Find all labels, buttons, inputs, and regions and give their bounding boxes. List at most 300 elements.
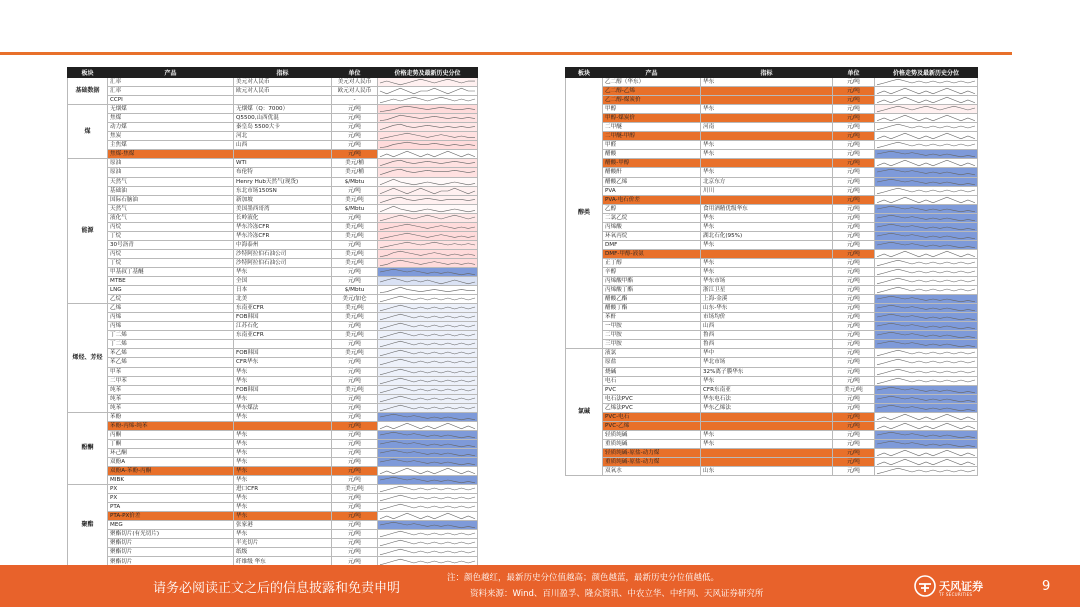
indicator-cell: 华东 (701, 78, 833, 87)
unit-cell: 元/吨 (332, 457, 378, 466)
product-cell: 甲醛 (603, 141, 701, 150)
table-row (68, 457, 478, 466)
table-row (566, 267, 978, 276)
table-row (566, 412, 978, 421)
price-trend-sparkline (875, 331, 977, 339)
unit-cell: 元/吨 (332, 548, 378, 557)
table-row (566, 204, 978, 213)
sparkline-path (380, 179, 475, 185)
percentile-heat-cell (378, 204, 478, 213)
price-trend-sparkline (875, 196, 977, 204)
unit-cell: 元/吨 (833, 367, 875, 376)
unit-cell: 元/吨 (332, 322, 378, 331)
percentile-heat-cell (378, 503, 478, 512)
table-row (68, 286, 478, 295)
indicator-cell: 山西 (701, 322, 833, 331)
percentile-heat-cell (378, 349, 478, 358)
price-trend-sparkline (378, 268, 477, 276)
percentile-heat-cell (875, 467, 978, 476)
product-cell: 纯苯 (108, 385, 234, 394)
percentile-heat-cell (378, 114, 478, 123)
price-trend-sparkline (875, 159, 977, 167)
sparkline-path (877, 405, 975, 411)
table-row (68, 331, 478, 340)
percentile-heat-cell (378, 367, 478, 376)
sparkline-path (380, 513, 475, 519)
table-row (566, 195, 978, 204)
product-cell: 丙酮 (108, 430, 234, 439)
sector-label: 能源 (68, 159, 108, 304)
product-cell: 环氧丙烷 (603, 231, 701, 240)
product-cell: 双酚A-苯酚-丙酮 (108, 467, 234, 476)
product-cell: PTA (108, 503, 234, 512)
table-row (566, 394, 978, 403)
indicator-cell (234, 150, 332, 159)
indicator-cell: 半光切片 (234, 539, 332, 548)
indicator-cell: 川川 (701, 186, 833, 195)
sparkline-path (380, 188, 475, 194)
table-row (68, 87, 478, 96)
indicator-cell: 华东 (234, 503, 332, 512)
table-row (68, 240, 478, 249)
price-trend-sparkline (875, 123, 977, 131)
table-row (68, 105, 478, 114)
table-row (566, 403, 978, 412)
price-trend-sparkline (378, 548, 477, 556)
percentile-heat-cell (378, 340, 478, 349)
product-cell: 电石法PVC (603, 394, 701, 403)
price-trend-sparkline (875, 223, 977, 231)
sparkline-path (380, 532, 475, 538)
indicator-cell (701, 195, 833, 204)
product-cell: 汇率 (108, 87, 234, 96)
table-row (566, 258, 978, 267)
percentile-heat-cell (875, 87, 978, 96)
sparkline-path (877, 432, 975, 438)
sparkline-path (380, 495, 475, 501)
sparkline-path (380, 133, 475, 139)
price-trend-sparkline (875, 286, 977, 294)
sector-label: 醇类 (566, 78, 603, 349)
indicator-cell: 鲁西 (701, 340, 833, 349)
price-trend-sparkline (875, 78, 977, 86)
indicator-cell: 华东 (701, 258, 833, 267)
product-cell: PVA-电石价差 (603, 195, 701, 204)
indicator-cell: 北美 (234, 295, 332, 304)
product-cell: 醋酸丁酯 (603, 304, 701, 313)
sparkline-path (380, 224, 475, 230)
sparkline-path (380, 287, 475, 293)
percentile-heat-cell (875, 150, 978, 159)
percentile-heat-cell (875, 340, 978, 349)
product-cell: 正丁醇 (603, 258, 701, 267)
price-trend-sparkline (378, 78, 477, 86)
percentile-heat-cell (378, 439, 478, 448)
product-cell: 焦炭 (108, 132, 234, 141)
product-cell: 乙烯 (108, 304, 234, 313)
price-trend-sparkline (875, 241, 977, 249)
unit-cell: 元/吨 (833, 213, 875, 222)
unit-cell: 元/吨 (833, 467, 875, 476)
indicator-cell (701, 114, 833, 123)
indicator-cell (234, 421, 332, 430)
product-cell: 国际石脑油 (108, 195, 234, 204)
indicator-cell: 华东乙烯法 (701, 403, 833, 412)
price-trend-sparkline (875, 259, 977, 267)
price-trend-sparkline (378, 530, 477, 538)
percentile-heat-cell (875, 304, 978, 313)
product-cell: 苯乙烯 (108, 358, 234, 367)
table-row (68, 231, 478, 240)
table-row (68, 448, 478, 457)
sparkline-path (877, 115, 975, 121)
table-row (68, 322, 478, 331)
unit-cell: 美元/吨 (332, 231, 378, 240)
indicator-cell (234, 340, 332, 349)
product-cell: 苯酐 (603, 313, 701, 322)
unit-cell: 元/吨 (332, 186, 378, 195)
price-trend-sparkline (875, 422, 977, 430)
product-cell: 无烟煤 (108, 105, 234, 114)
product-cell: PVC-乙烯 (603, 421, 701, 430)
price-trend-sparkline (378, 449, 477, 457)
percentile-heat-cell (875, 249, 978, 258)
table-row (68, 114, 478, 123)
product-cell: 苯酚-丙烯-纯苯 (108, 421, 234, 430)
percentile-heat-cell (875, 132, 978, 141)
table-row (68, 503, 478, 512)
product-cell: MIBK (108, 476, 234, 485)
sparkline-path (877, 197, 975, 203)
table-row (566, 222, 978, 231)
sparkline-path (877, 333, 975, 339)
product-cell: 重质纯碱-原盐-动力煤 (603, 457, 701, 466)
unit-cell: 元/吨 (833, 267, 875, 276)
unit-cell: 元/吨 (833, 204, 875, 213)
percentile-heat-cell (875, 394, 978, 403)
price-trend-sparkline (378, 178, 477, 186)
price-trend-sparkline (378, 431, 477, 439)
unit-cell: 元/吨 (833, 258, 875, 267)
sparkline-path (380, 269, 475, 275)
sparkline-path (877, 323, 975, 329)
unit-cell: 元/吨 (332, 494, 378, 503)
unit-cell: 元/吨 (833, 439, 875, 448)
price-trend-sparkline (378, 150, 477, 158)
percentile-heat-cell (378, 231, 478, 240)
unit-cell: 元/吨 (332, 240, 378, 249)
price-trend-sparkline (378, 512, 477, 520)
indicator-cell: 华东 (234, 512, 332, 521)
col-unit: 单位 (332, 68, 378, 78)
unit-cell: 元/吨 (332, 403, 378, 412)
product-cell: MEG (108, 521, 234, 530)
price-trend-sparkline (378, 503, 477, 511)
sparkline-path (380, 170, 475, 176)
unit-cell: 元/吨 (833, 376, 875, 385)
unit-cell: $/Mbtu (332, 177, 378, 186)
table-row (566, 304, 978, 313)
percentile-heat-cell (875, 141, 978, 150)
product-cell: 原油 (108, 168, 234, 177)
unit-cell: 元/吨 (332, 439, 378, 448)
indicator-cell: 华东 (701, 105, 833, 114)
product-cell: 乙烷 (108, 295, 234, 304)
product-cell: 丁二烯 (108, 340, 234, 349)
percentile-heat-cell (378, 512, 478, 521)
indicator-cell: 欧元对人民币 (234, 87, 332, 96)
unit-cell: 元/吨 (332, 448, 378, 457)
table-row (68, 494, 478, 503)
indicator-cell: 河北 (234, 132, 332, 141)
indicator-cell: FOB韩国 (234, 349, 332, 358)
product-cell: 双酚A (108, 457, 234, 466)
table-row (566, 87, 978, 96)
indicator-cell (701, 87, 833, 96)
price-trend-sparkline (875, 114, 977, 122)
indicator-cell: 新加坡 (234, 195, 332, 204)
table-row (68, 512, 478, 521)
table-row (566, 295, 978, 304)
unit-cell: 元/吨 (332, 132, 378, 141)
price-trend-sparkline (378, 250, 477, 258)
unit-cell: 元/吨 (332, 503, 378, 512)
indicator-cell: 华北市场 (701, 358, 833, 367)
table-row (566, 105, 978, 114)
percentile-heat-cell (378, 385, 478, 394)
table-row (68, 340, 478, 349)
disclaimer-text: 请务必阅读正文之后的信息披露和免责申明 (153, 581, 401, 596)
product-cell: 醋酸乙酯 (603, 295, 701, 304)
indicator-cell: 美元对人民币 (234, 78, 332, 87)
indicator-cell (701, 249, 833, 258)
sparkline-path (380, 161, 475, 167)
price-trend-sparkline (378, 105, 477, 113)
unit-cell: 元/吨 (833, 457, 875, 466)
brand-name: 天风证券 (939, 580, 983, 593)
unit-cell: 美元/吨 (332, 258, 378, 267)
unit-cell: 美元/吨 (332, 222, 378, 231)
unit-cell: 元/吨 (332, 539, 378, 548)
percentile-heat-cell (875, 114, 978, 123)
indicator-cell (701, 96, 833, 105)
sparkline-path (877, 188, 975, 194)
percentile-heat-cell (875, 195, 978, 204)
product-cell: 聚酯切片 (108, 557, 234, 566)
price-trend-sparkline (378, 422, 477, 430)
price-trend-sparkline (378, 187, 477, 195)
indicator-cell: 纸级 (234, 548, 332, 557)
unit-cell: $/Mbtu (332, 286, 378, 295)
percentile-heat-cell (378, 457, 478, 466)
product-cell: PVC (603, 385, 701, 394)
sparkline-path (380, 450, 475, 456)
price-trend-sparkline (378, 386, 477, 394)
product-cell: 30号沥青 (108, 240, 234, 249)
percentile-heat-cell (875, 286, 978, 295)
unit-cell: 元/吨 (833, 231, 875, 240)
col-unit: 单位 (833, 68, 875, 78)
unit-cell: 美元/吨 (332, 195, 378, 204)
sparkline-path (877, 378, 975, 384)
product-cell: 二甲苯 (108, 376, 234, 385)
percentile-heat-cell (875, 322, 978, 331)
sector-label: 烯烃、芳烃 (68, 304, 108, 413)
sparkline-path (380, 360, 475, 366)
percentile-heat-cell (378, 159, 478, 168)
indicator-cell: FOB韩国 (234, 385, 332, 394)
table-row (566, 367, 978, 376)
product-cell: 主焦煤 (108, 141, 234, 150)
price-trend-sparkline (875, 168, 977, 176)
table-row (566, 448, 978, 457)
unit-cell: 元/吨 (833, 340, 875, 349)
table-row (566, 159, 978, 168)
sparkline-path (877, 468, 975, 474)
col-sector: 板块 (566, 68, 603, 78)
unit-cell: 元/吨 (833, 186, 875, 195)
indicator-cell: 日本 (234, 286, 332, 295)
price-trend-sparkline (875, 313, 977, 321)
percentile-heat-cell (875, 412, 978, 421)
price-trend-sparkline (378, 259, 477, 267)
table-row (68, 277, 478, 286)
indicator-cell: 美国墨西哥湾 (234, 204, 332, 213)
indicator-cell: 上海-金溪 (701, 295, 833, 304)
product-cell: 电石 (603, 376, 701, 385)
percentile-heat-cell (875, 240, 978, 249)
unit-cell: 元/吨 (833, 87, 875, 96)
col-chart: 价格走势及最新历史分位 (378, 68, 478, 78)
percentile-heat-cell (378, 277, 478, 286)
table-row (68, 485, 478, 494)
indicator-cell: 北京东方 (701, 177, 833, 186)
indicator-cell: 河南 (701, 123, 833, 132)
sparkline-path (380, 206, 475, 212)
indicator-cell: 山东-华东 (701, 304, 833, 313)
product-cell: 乙二醇（华东） (603, 78, 701, 87)
product-cell: 聚酯切片 (108, 539, 234, 548)
percentile-heat-cell (378, 222, 478, 231)
product-cell: 天然气 (108, 177, 234, 186)
price-trend-sparkline (378, 277, 477, 285)
percentile-heat-cell (875, 421, 978, 430)
brand-logo (914, 575, 1004, 601)
price-trend-sparkline (875, 178, 977, 186)
price-trend-sparkline (378, 494, 477, 502)
percentile-heat-cell (378, 240, 478, 249)
unit-cell: 元/吨 (833, 195, 875, 204)
left-price-table (67, 67, 478, 567)
unit-cell: 欧元对人民币 (332, 87, 378, 96)
table-row (68, 132, 478, 141)
percentile-heat-cell (875, 331, 978, 340)
product-cell: 丙烯酸丁酯 (603, 286, 701, 295)
price-trend-sparkline (875, 386, 977, 394)
product-cell: 一甲胺 (603, 322, 701, 331)
product-cell: 聚酯切片(有光切片) (108, 530, 234, 539)
unit-cell: 元/吨 (332, 358, 378, 367)
unit-cell: 美元/吨 (833, 385, 875, 394)
indicator-cell: 华东 (234, 457, 332, 466)
table-row (566, 96, 978, 105)
sparkline-path (877, 251, 975, 257)
table-row (566, 114, 978, 123)
product-cell: 丁二烯 (108, 331, 234, 340)
price-trend-sparkline (875, 349, 977, 357)
col-indicator: 指标 (234, 68, 332, 78)
unit-cell: 元/吨 (833, 168, 875, 177)
table-row (566, 376, 978, 385)
table-row (566, 358, 978, 367)
unit-cell: 元/吨 (332, 376, 378, 385)
product-cell: 重质纯碱 (603, 439, 701, 448)
indicator-cell: 食用酒精优级华东 (701, 204, 833, 213)
col-product: 产品 (603, 68, 701, 78)
price-trend-sparkline (875, 250, 977, 258)
product-cell: 丁酮 (108, 439, 234, 448)
product-cell: 汇率 (108, 78, 234, 87)
price-trend-sparkline (378, 223, 477, 231)
price-trend-sparkline (378, 358, 477, 366)
price-trend-sparkline (378, 340, 477, 348)
table-row (68, 141, 478, 150)
price-trend-sparkline (378, 205, 477, 213)
sparkline-path (877, 242, 975, 248)
percentile-heat-cell (378, 394, 478, 403)
indicator-cell: 长岭液化 (234, 213, 332, 222)
price-trend-sparkline (875, 458, 977, 466)
table-row (68, 123, 478, 132)
percentile-heat-cell (875, 186, 978, 195)
price-trend-sparkline (378, 241, 477, 249)
table-row (566, 186, 978, 195)
product-cell: PX (108, 494, 234, 503)
product-cell: 苯乙烯 (108, 349, 234, 358)
price-trend-sparkline (378, 123, 477, 131)
unit-cell: $/Mbtu (332, 204, 378, 213)
product-cell: 苯酚 (108, 412, 234, 421)
product-cell: 丁烷 (108, 258, 234, 267)
table-row (68, 313, 478, 322)
table-row (68, 150, 478, 159)
price-trend-sparkline (378, 132, 477, 140)
percentile-heat-cell (378, 105, 478, 114)
table-row (68, 204, 478, 213)
product-cell: PVC-电石 (603, 412, 701, 421)
percentile-heat-cell (378, 186, 478, 195)
sparkline-path (877, 224, 975, 230)
table-row (566, 331, 978, 340)
indicator-cell: 华东 (701, 213, 833, 222)
product-cell: 烧碱 (603, 367, 701, 376)
percentile-heat-cell (378, 96, 478, 105)
price-trend-sparkline (875, 413, 977, 421)
product-cell: MTBE (108, 277, 234, 286)
table-row (68, 403, 478, 412)
percentile-heat-cell (875, 349, 978, 358)
indicator-cell: 山西 (234, 141, 332, 150)
sparkline-path (877, 450, 975, 456)
indicator-cell: 布伦特 (234, 168, 332, 177)
percentile-heat-cell (378, 548, 478, 557)
percentile-heat-cell (875, 295, 978, 304)
table-row (68, 258, 478, 267)
sparkline-path (877, 396, 975, 402)
product-cell: PVA (603, 186, 701, 195)
percentile-heat-cell (378, 539, 478, 548)
table-row (68, 539, 478, 548)
